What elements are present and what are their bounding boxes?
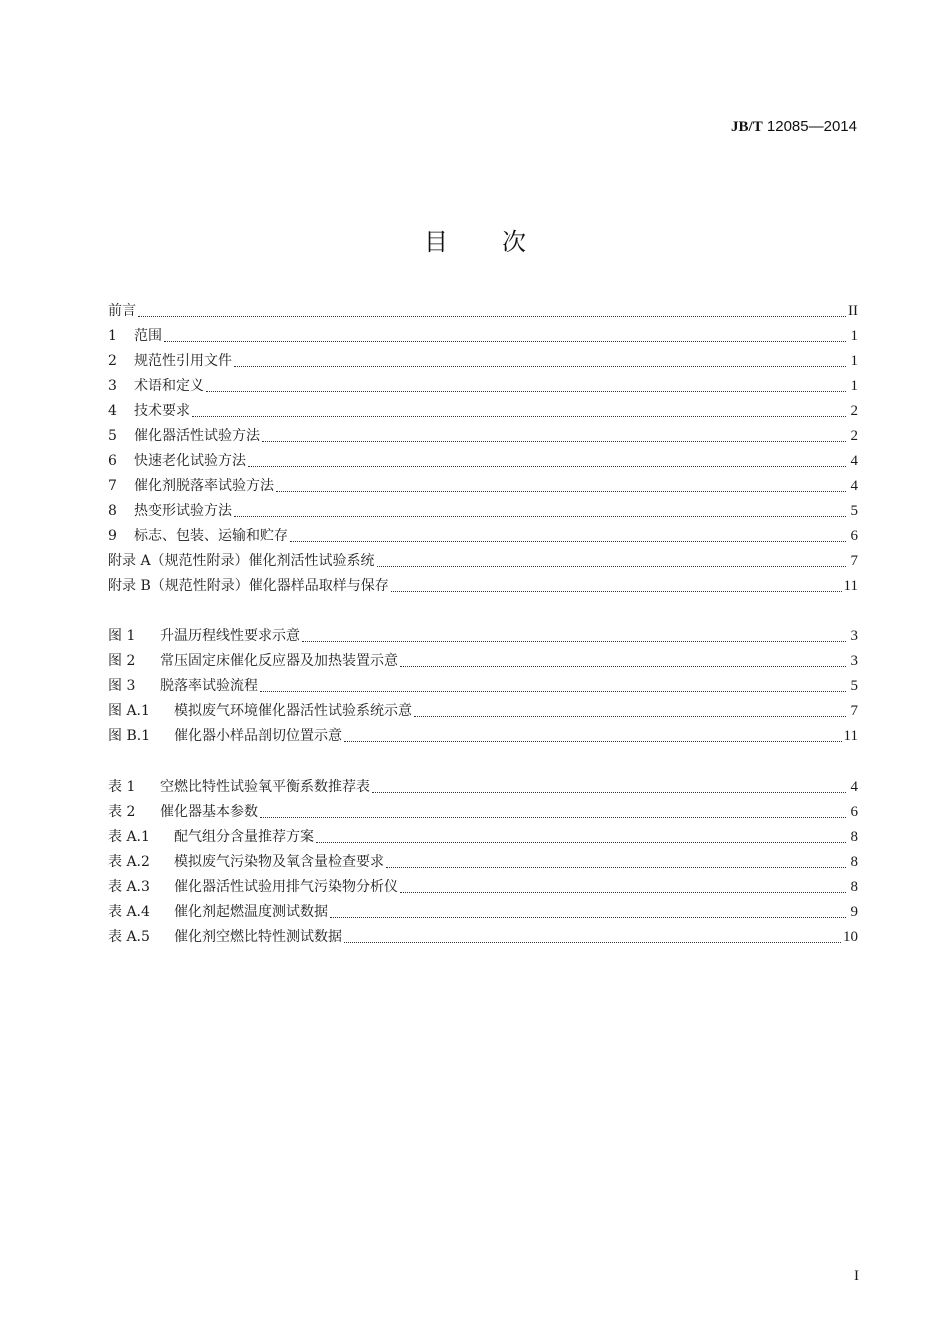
toc-label: 配气组分含量推荐方案 — [174, 829, 314, 845]
dot-leader — [206, 390, 846, 392]
toc-page: 1 — [850, 328, 858, 344]
dot-leader — [290, 540, 846, 542]
dot-leader — [192, 415, 846, 417]
dot-leader — [302, 640, 846, 642]
toc-page: 9 — [850, 904, 858, 920]
dot-leader — [164, 340, 846, 342]
toc-page: 11 — [843, 728, 858, 744]
toc-num: 7 — [108, 478, 117, 494]
toc-page: 8 — [850, 854, 858, 870]
toc-tables — [108, 775, 858, 950]
standard-code — [731, 118, 857, 136]
toc-page: 4 — [850, 478, 858, 494]
toc-page: 3 — [850, 628, 858, 644]
toc-label: 催化器基本参数 — [160, 804, 258, 820]
dot-leader — [260, 690, 846, 692]
dot-leader — [386, 866, 846, 868]
toc-entry-figure-3[interactable] — [108, 674, 858, 699]
dot-leader — [391, 590, 842, 592]
toc-entry-annex-b[interactable] — [108, 574, 858, 599]
toc-entry-table-1[interactable] — [108, 775, 858, 800]
toc-num: 1 — [108, 328, 117, 344]
dot-leader — [262, 440, 846, 442]
toc-label: 催化器活性试验方法 — [134, 428, 260, 444]
toc-label: 前言 — [108, 303, 136, 319]
toc-page: 1 — [850, 378, 858, 394]
dot-leader — [316, 841, 846, 843]
dot-leader — [276, 490, 846, 492]
toc-num: 8 — [108, 503, 117, 519]
toc-num: 表 A.5 — [108, 929, 150, 945]
toc-page: 1 — [850, 353, 858, 369]
standard-number: 12085—2014 — [766, 118, 857, 135]
toc-page: 8 — [850, 879, 858, 895]
toc-label: 催化剂起燃温度测试数据 — [174, 904, 328, 920]
toc-entry-table-a4[interactable] — [108, 900, 858, 925]
toc-num: 表 A.3 — [108, 879, 150, 895]
toc-entry-figure-b1[interactable] — [108, 724, 858, 749]
toc-num: 表 A.1 — [108, 829, 150, 845]
toc-label: 催化剂脱落率试验方法 — [134, 478, 274, 494]
page-number: I — [854, 1268, 859, 1284]
toc-entry-section-2[interactable] — [108, 349, 858, 374]
toc-page: 7 — [850, 703, 858, 719]
toc-entry-section-9[interactable] — [108, 524, 858, 549]
toc-entry-table-a3[interactable] — [108, 875, 858, 900]
toc-num: 图 3 — [108, 678, 136, 694]
toc-num: 3 — [108, 378, 117, 394]
toc-entry-foreword[interactable] — [108, 299, 858, 324]
toc-entry-figure-1[interactable] — [108, 624, 858, 649]
toc-label: 升温历程线性要求示意 — [160, 628, 300, 644]
toc-entry-section-3[interactable] — [108, 374, 858, 399]
toc-num: 表 2 — [108, 804, 136, 820]
toc-num: 图 1 — [108, 628, 136, 644]
dot-leader — [234, 365, 846, 367]
toc-label: 常压固定床催化反应器及加热装置示意 — [160, 653, 398, 669]
toc-entry-table-a1[interactable] — [108, 825, 858, 850]
dot-leader — [138, 315, 846, 317]
toc-page: 11 — [843, 578, 858, 594]
dot-leader — [344, 941, 841, 943]
toc-entry-table-2[interactable] — [108, 800, 858, 825]
dot-leader — [344, 740, 842, 742]
dot-leader — [372, 791, 846, 793]
dot-leader — [400, 665, 846, 667]
toc-entry-section-1[interactable] — [108, 324, 858, 349]
toc-label: 空燃比特性试验氧平衡系数推荐表 — [160, 779, 370, 795]
toc-entry-section-5[interactable] — [108, 424, 858, 449]
toc-num: 6 — [108, 453, 117, 469]
toc-entry-annex-a[interactable] — [108, 549, 858, 574]
toc-page: 2 — [850, 403, 858, 419]
toc-num: 图 2 — [108, 653, 136, 669]
toc-entry-section-4[interactable] — [108, 399, 858, 424]
toc-label: 范围 — [134, 328, 162, 344]
dot-leader — [234, 515, 846, 517]
toc-entry-figure-2[interactable] — [108, 649, 858, 674]
toc-num: 图 B.1 — [108, 728, 151, 744]
toc-num: 表 A.2 — [108, 854, 150, 870]
toc-page: 3 — [850, 653, 858, 669]
toc-entry-section-6[interactable] — [108, 449, 858, 474]
toc-num: 9 — [108, 528, 117, 544]
toc-entry-section-8[interactable] — [108, 499, 858, 524]
toc-label: 标志、包装、运输和贮存 — [134, 528, 288, 544]
toc-num: 2 — [108, 353, 117, 369]
toc-label: 快速老化试验方法 — [134, 453, 246, 469]
toc-label: 催化器小样品剖切位置示意 — [174, 728, 342, 744]
toc-entry-table-a2[interactable] — [108, 850, 858, 875]
dot-leader — [330, 916, 846, 918]
toc-sections — [108, 299, 858, 599]
toc-label: 术语和定义 — [134, 378, 204, 394]
toc-page: 6 — [850, 804, 858, 820]
toc-num: 表 A.4 — [108, 904, 150, 920]
toc-num: 4 — [108, 403, 117, 419]
toc-page: 5 — [850, 678, 858, 694]
dot-leader — [414, 715, 846, 717]
toc-label: 技术要求 — [134, 403, 190, 419]
toc-page: 10 — [843, 929, 858, 945]
toc-label: 规范性引用文件 — [134, 353, 232, 369]
toc-page: 2 — [850, 428, 858, 444]
toc-entry-table-a5[interactable] — [108, 925, 858, 950]
page-title: 目次 — [424, 228, 580, 256]
toc-entry-figure-a1[interactable] — [108, 699, 858, 724]
toc-page: 5 — [850, 503, 858, 519]
dot-leader — [248, 465, 846, 467]
toc-page: 8 — [850, 829, 858, 845]
dot-leader — [377, 565, 846, 567]
toc-num: 5 — [108, 428, 117, 444]
toc-page: II — [848, 303, 858, 319]
toc-label: 热变形试验方法 — [134, 503, 232, 519]
toc-page: 7 — [850, 553, 858, 569]
toc-label: 模拟废气污染物及氧含量检查要求 — [174, 854, 384, 870]
toc-label: 催化器活性试验用排气污染物分析仪 — [174, 879, 398, 895]
toc-label: 模拟废气环境催化器活性试验系统示意 — [174, 703, 412, 719]
toc-page: 6 — [850, 528, 858, 544]
dot-leader — [260, 816, 846, 818]
toc-entry-section-7[interactable] — [108, 474, 858, 499]
toc-figures — [108, 624, 858, 749]
toc-label: 脱落率试验流程 — [160, 678, 258, 694]
toc-label: 附录 A（规范性附录）催化剂活性试验系统 — [108, 553, 375, 569]
standard-prefix: JB/T — [731, 119, 763, 135]
toc-num: 图 A.1 — [108, 703, 150, 719]
toc-page: 4 — [850, 453, 858, 469]
toc-page: 4 — [850, 779, 858, 795]
toc-label: 催化剂空燃比特性测试数据 — [174, 929, 342, 945]
toc-label: 附录 B（规范性附录）催化器样品取样与保存 — [108, 578, 389, 594]
dot-leader — [400, 891, 846, 893]
toc-num: 表 1 — [108, 779, 136, 795]
